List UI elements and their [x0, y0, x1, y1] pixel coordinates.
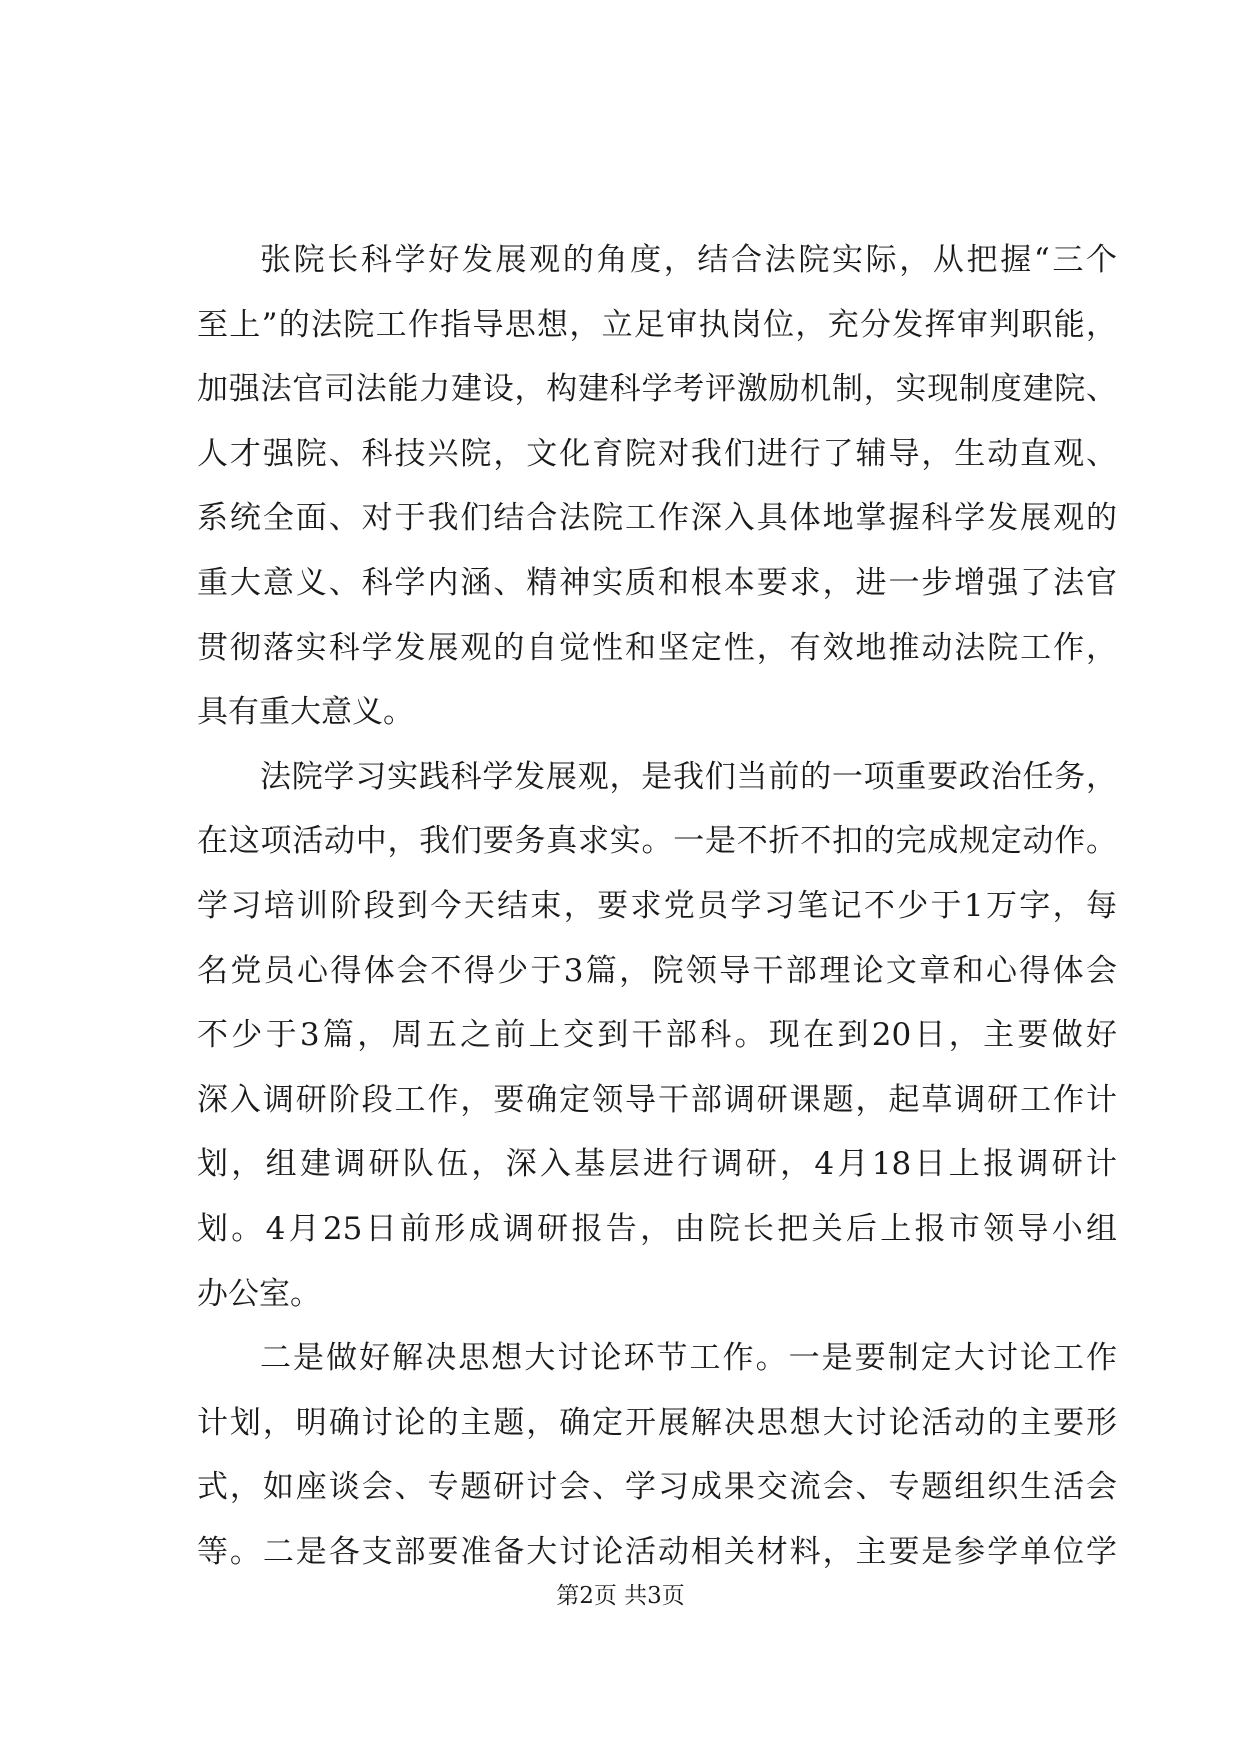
- text-line: 式，如座谈会、专题研讨会、学习成果交流会、专题组织生活会: [197, 1469, 1117, 1506]
- text-line: 重大意义、科学内涵、精神实质和根本要求，进一步增强了法官: [197, 564, 1117, 601]
- text-line: 不少于3篇，周五之前上交到干部科。现在到20日，主要做好: [197, 1017, 1117, 1054]
- text-line: 法院学习实践科学发展观，是我们当前的一项重要政治任务，: [260, 758, 1117, 795]
- text-line: 划，组建调研队伍，深入基层进行调研，4月18日上报调研计: [197, 1146, 1117, 1183]
- text-line: 名党员心得体会不得少于3篇，院领导干部理论文章和心得体会: [197, 952, 1117, 989]
- text-line: 具有重大意义。: [197, 694, 414, 731]
- text-line: 等。二是各支部要准备大讨论活动相关材料，主要是参学单位学: [197, 1533, 1117, 1570]
- text-line: 办公室。: [197, 1275, 321, 1312]
- text-line: 在这项活动中，我们要务真求实。一是不折不扣的完成规定动作。: [197, 823, 1117, 860]
- text-line: 系统全面、对于我们结合法院工作深入具体地掌握科学发展观的: [197, 500, 1117, 537]
- text-line: 至上”的法院工作指导思想，立足审执岗位，充分发挥审判职能，: [197, 306, 1117, 343]
- text-line: 计划，明确讨论的主题，确定开展解决思想大讨论活动的主要形: [197, 1404, 1117, 1441]
- text-line: 二是做好解决思想大讨论环节工作。一是要制定大讨论工作: [260, 1340, 1117, 1377]
- page-number-footer: 第2页 共3页: [556, 1583, 685, 1609]
- text-line: 加强法官司法能力建设，构建科学考评激励机制，实现制度建院、: [197, 371, 1117, 408]
- text-line: 人才强院、科技兴院，文化育院对我们进行了辅导，生动直观、: [197, 435, 1117, 472]
- body-text: [197, 228, 1117, 1584]
- text-line: 贯彻落实科学发展观的自觉性和坚定性，有效地推动法院工作，: [197, 629, 1117, 666]
- text-line: 张院长科学好发展观的角度，结合法院实际，从把握“三个: [260, 242, 1117, 278]
- text-line: 划。4月25日前形成调研报告，由院长把关后上报市领导小组: [197, 1210, 1117, 1247]
- text-line: 深入调研阶段工作，要确定领导干部调研课题，起草调研工作计: [197, 1081, 1117, 1118]
- text-line: 学习培训阶段到今天结束，要求党员学习笔记不少于1万字，每: [197, 887, 1117, 924]
